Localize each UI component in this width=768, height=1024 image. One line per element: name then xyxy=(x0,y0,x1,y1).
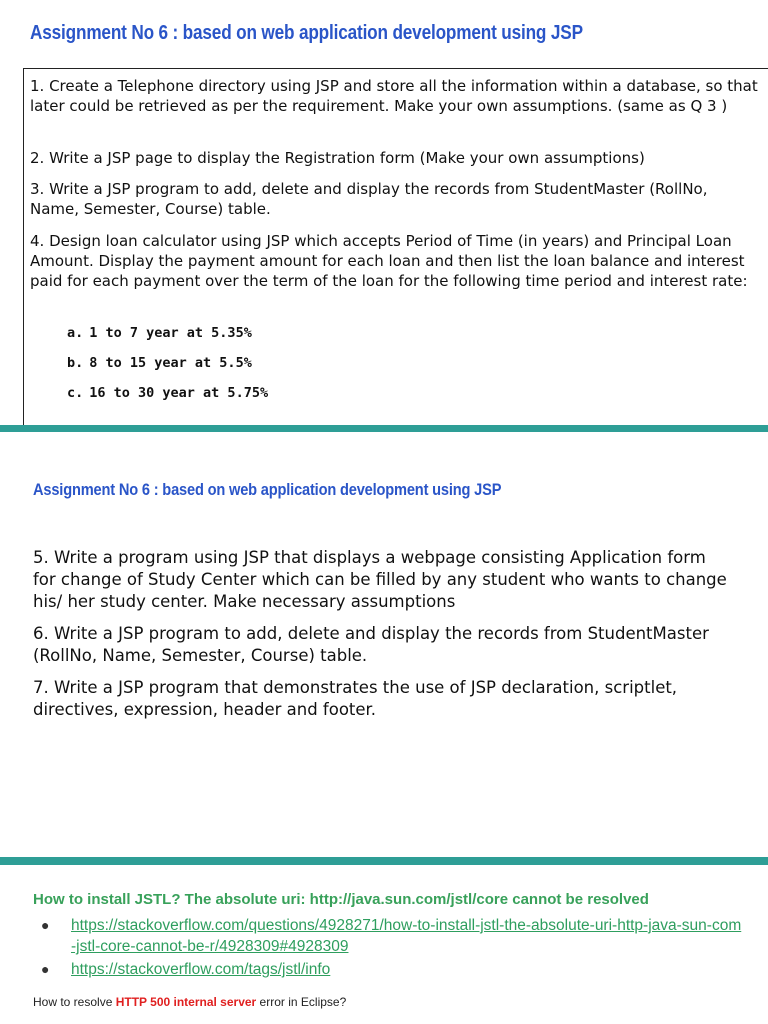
resolve-highlight: HTTP 500 internal server xyxy=(115,995,257,1009)
rate-text-b: 8 to 15 year at 5.5% xyxy=(89,355,252,371)
question-2: 2. Write a JSP page to display the Registration form (Make your own assumptions) xyxy=(30,149,645,167)
rate-item-a xyxy=(67,325,252,341)
question-4: 4. Design loan calculator using JSP which accepts Period of Time (in years) and Principal Loan Amount. Display the payment amount for each loan and then list the loan balance and interest paid for each payment over the term of the loan for the following time period and interest rate: xyxy=(30,232,748,290)
rate-label-a: a. xyxy=(67,325,84,341)
list-item xyxy=(33,915,743,957)
rate-label-b: b. xyxy=(67,355,84,371)
slide-2-title: Assignment No 6 : based on web application development using JSP xyxy=(33,480,502,499)
question-6: 6. Write a JSP program to add, delete and display the records from StudentMaster (RollNo, Name, Semester, Course) table. xyxy=(33,624,709,665)
slide-1-title: Assignment No 6 : based on web application development using JSP xyxy=(30,22,583,44)
jstl-heading: How to install JSTL? The absolute uri: http://java.sun.com/jstl/core cannot be resolved xyxy=(33,891,649,908)
question-3: 3. Write a JSP program to add, delete and display the records from StudentMaster (RollNo, Name, Semester, Course) table. xyxy=(30,180,708,218)
rate-label-c: c. xyxy=(67,385,84,401)
slide-divider-2 xyxy=(0,857,768,865)
link-list xyxy=(33,915,743,982)
resolve-prefix: How to resolve xyxy=(33,995,116,1009)
bullet-icon: ● xyxy=(41,961,50,977)
question-1: 1. Create a Telephone directory using JSP and store all the information within a database, so that later could be retrieved as per the requirement. Make your own assumptions. (same as Q 3 ) xyxy=(30,77,758,115)
stackoverflow-question-link[interactable]: https://stackoverflow.com/questions/4928271/how-to-install-jstl-the-absolute-uri-http-java-sun-com-jstl-core-cannot-be-r/4928309#4928309 xyxy=(71,917,742,955)
rate-text-c: 16 to 30 year at 5.75% xyxy=(89,385,269,401)
bullet-icon: ● xyxy=(41,917,50,933)
slide-divider-1 xyxy=(0,425,768,432)
rate-text-a: 1 to 7 year at 5.35% xyxy=(89,325,252,341)
resolve-suffix: error in Eclipse? xyxy=(256,995,347,1009)
list-item xyxy=(33,959,743,980)
resolve-question xyxy=(33,995,346,1009)
rate-item-b xyxy=(67,355,252,371)
stackoverflow-tag-link[interactable]: https://stackoverflow.com/tags/jstl/info xyxy=(71,961,331,978)
question-5: 5. Write a program using JSP that displays a webpage consisting Application form for change of Study Center which can be filled by any student who wants to change his/ her study center. Make necessary assumptions xyxy=(33,548,727,611)
rate-item-c xyxy=(67,385,268,401)
question-7: 7. Write a JSP program that demonstrates the use of JSP declaration, scriptlet, directives, expression, header and footer. xyxy=(33,678,678,719)
